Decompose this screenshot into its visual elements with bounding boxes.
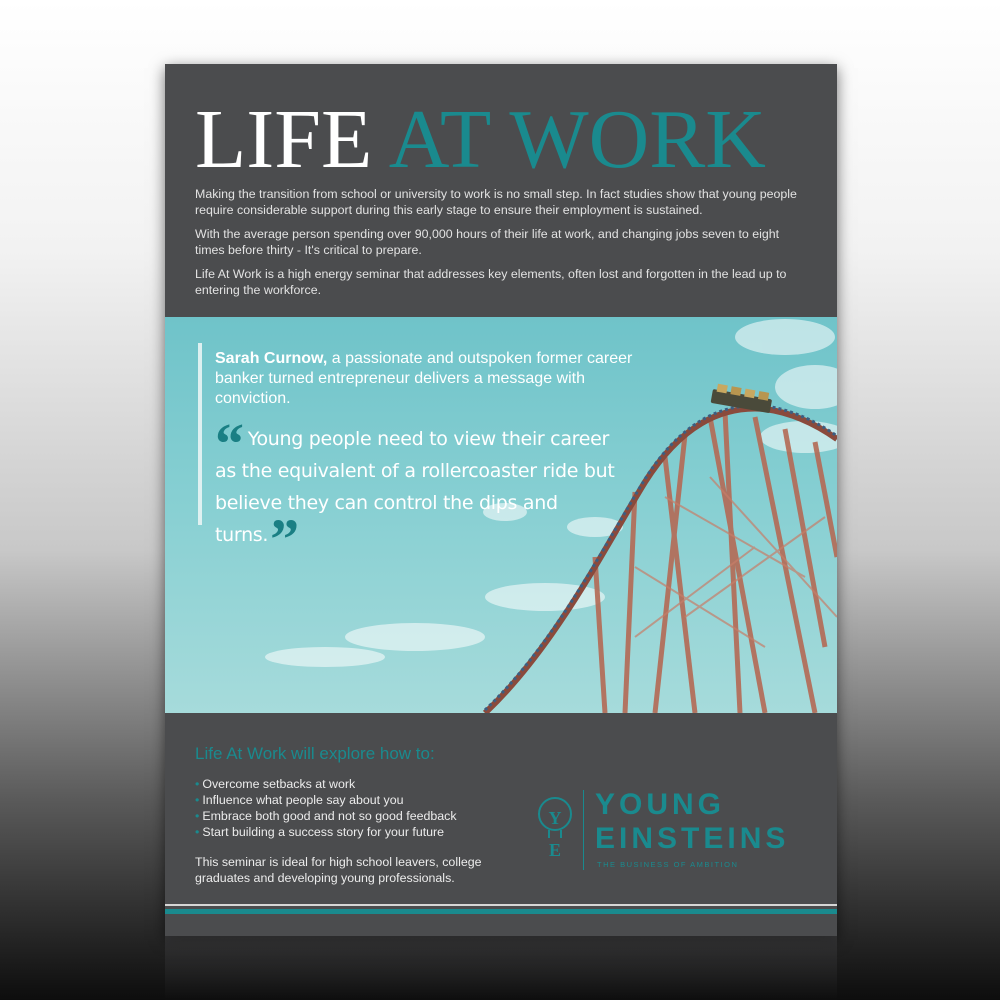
rollercoaster-photo (165, 317, 837, 713)
list-item: • Overcome setbacks at work (195, 777, 356, 791)
pull-quote-text: Young people need to view their career as the equivalent of a rollercoaster ride but believe they can control the dips and turns. (215, 428, 615, 546)
speaker-bio: a passionate and outspoken former career banker turned entrepreneur delivers a message with conviction. (215, 350, 633, 407)
flyer (165, 64, 837, 936)
close-quote-icon: ” (270, 507, 299, 572)
lightbulb-icon (535, 794, 579, 860)
intro-paragraph-1: Making the transition from school or university to work is no small step. In fact studies show that young people require considerable support during this early stage to ensure their employment is sustained. (195, 187, 797, 217)
logo-monogram-e: E (548, 840, 562, 860)
logo-line-young: YOUNG (595, 788, 726, 821)
intro-text (195, 186, 807, 306)
explore-heading: Life At Work will explore how to: (195, 744, 435, 763)
title-word-life: LIFE (195, 93, 373, 186)
list-item: • Influence what people say about you (195, 793, 404, 807)
flyer-reflection (165, 936, 837, 1000)
audience-text: This seminar is ideal for high school leavers, college graduates and developing young professionals. (195, 855, 482, 885)
young-einsteins-logo (535, 788, 825, 878)
logo-wordmark (595, 788, 789, 856)
bullet-icon: • (195, 809, 200, 823)
bullet-icon: • (195, 825, 200, 839)
intro-paragraph-2: With the average person spending over 90,000 hours of their life at work, and changing jobs seven to eight times before thirty - It's critical to prepare. (195, 227, 780, 257)
speaker-name: Sarah Curnow, (215, 350, 328, 367)
footer-accent-bar (165, 909, 837, 914)
footer-divider (165, 904, 837, 906)
logo-tagline: THE BUSINESS OF AMBITION (597, 860, 739, 869)
intro-paragraph-3: Life At Work is a high energy seminar that addresses key elements, often lost and forgotten in the lead up to entering the workforce. (195, 267, 787, 297)
page-title (195, 92, 766, 188)
list-item: • Embrace both good and not so good feedback (195, 809, 457, 823)
speaker-intro (215, 349, 635, 409)
title-word-at-work: AT WORK (388, 93, 766, 186)
quote-accent-bar (198, 343, 202, 525)
bullet-icon: • (195, 777, 200, 791)
logo-divider (583, 790, 584, 870)
list-item: • Start building a success story for your future (195, 825, 445, 839)
pull-quote (215, 411, 615, 572)
logo-monogram-y: Y (548, 808, 562, 828)
logo-line-einsteins: EINSTEINS (595, 822, 790, 855)
explore-list (195, 776, 457, 840)
open-quote-icon: “ (215, 411, 244, 476)
bullet-icon: • (195, 793, 200, 807)
